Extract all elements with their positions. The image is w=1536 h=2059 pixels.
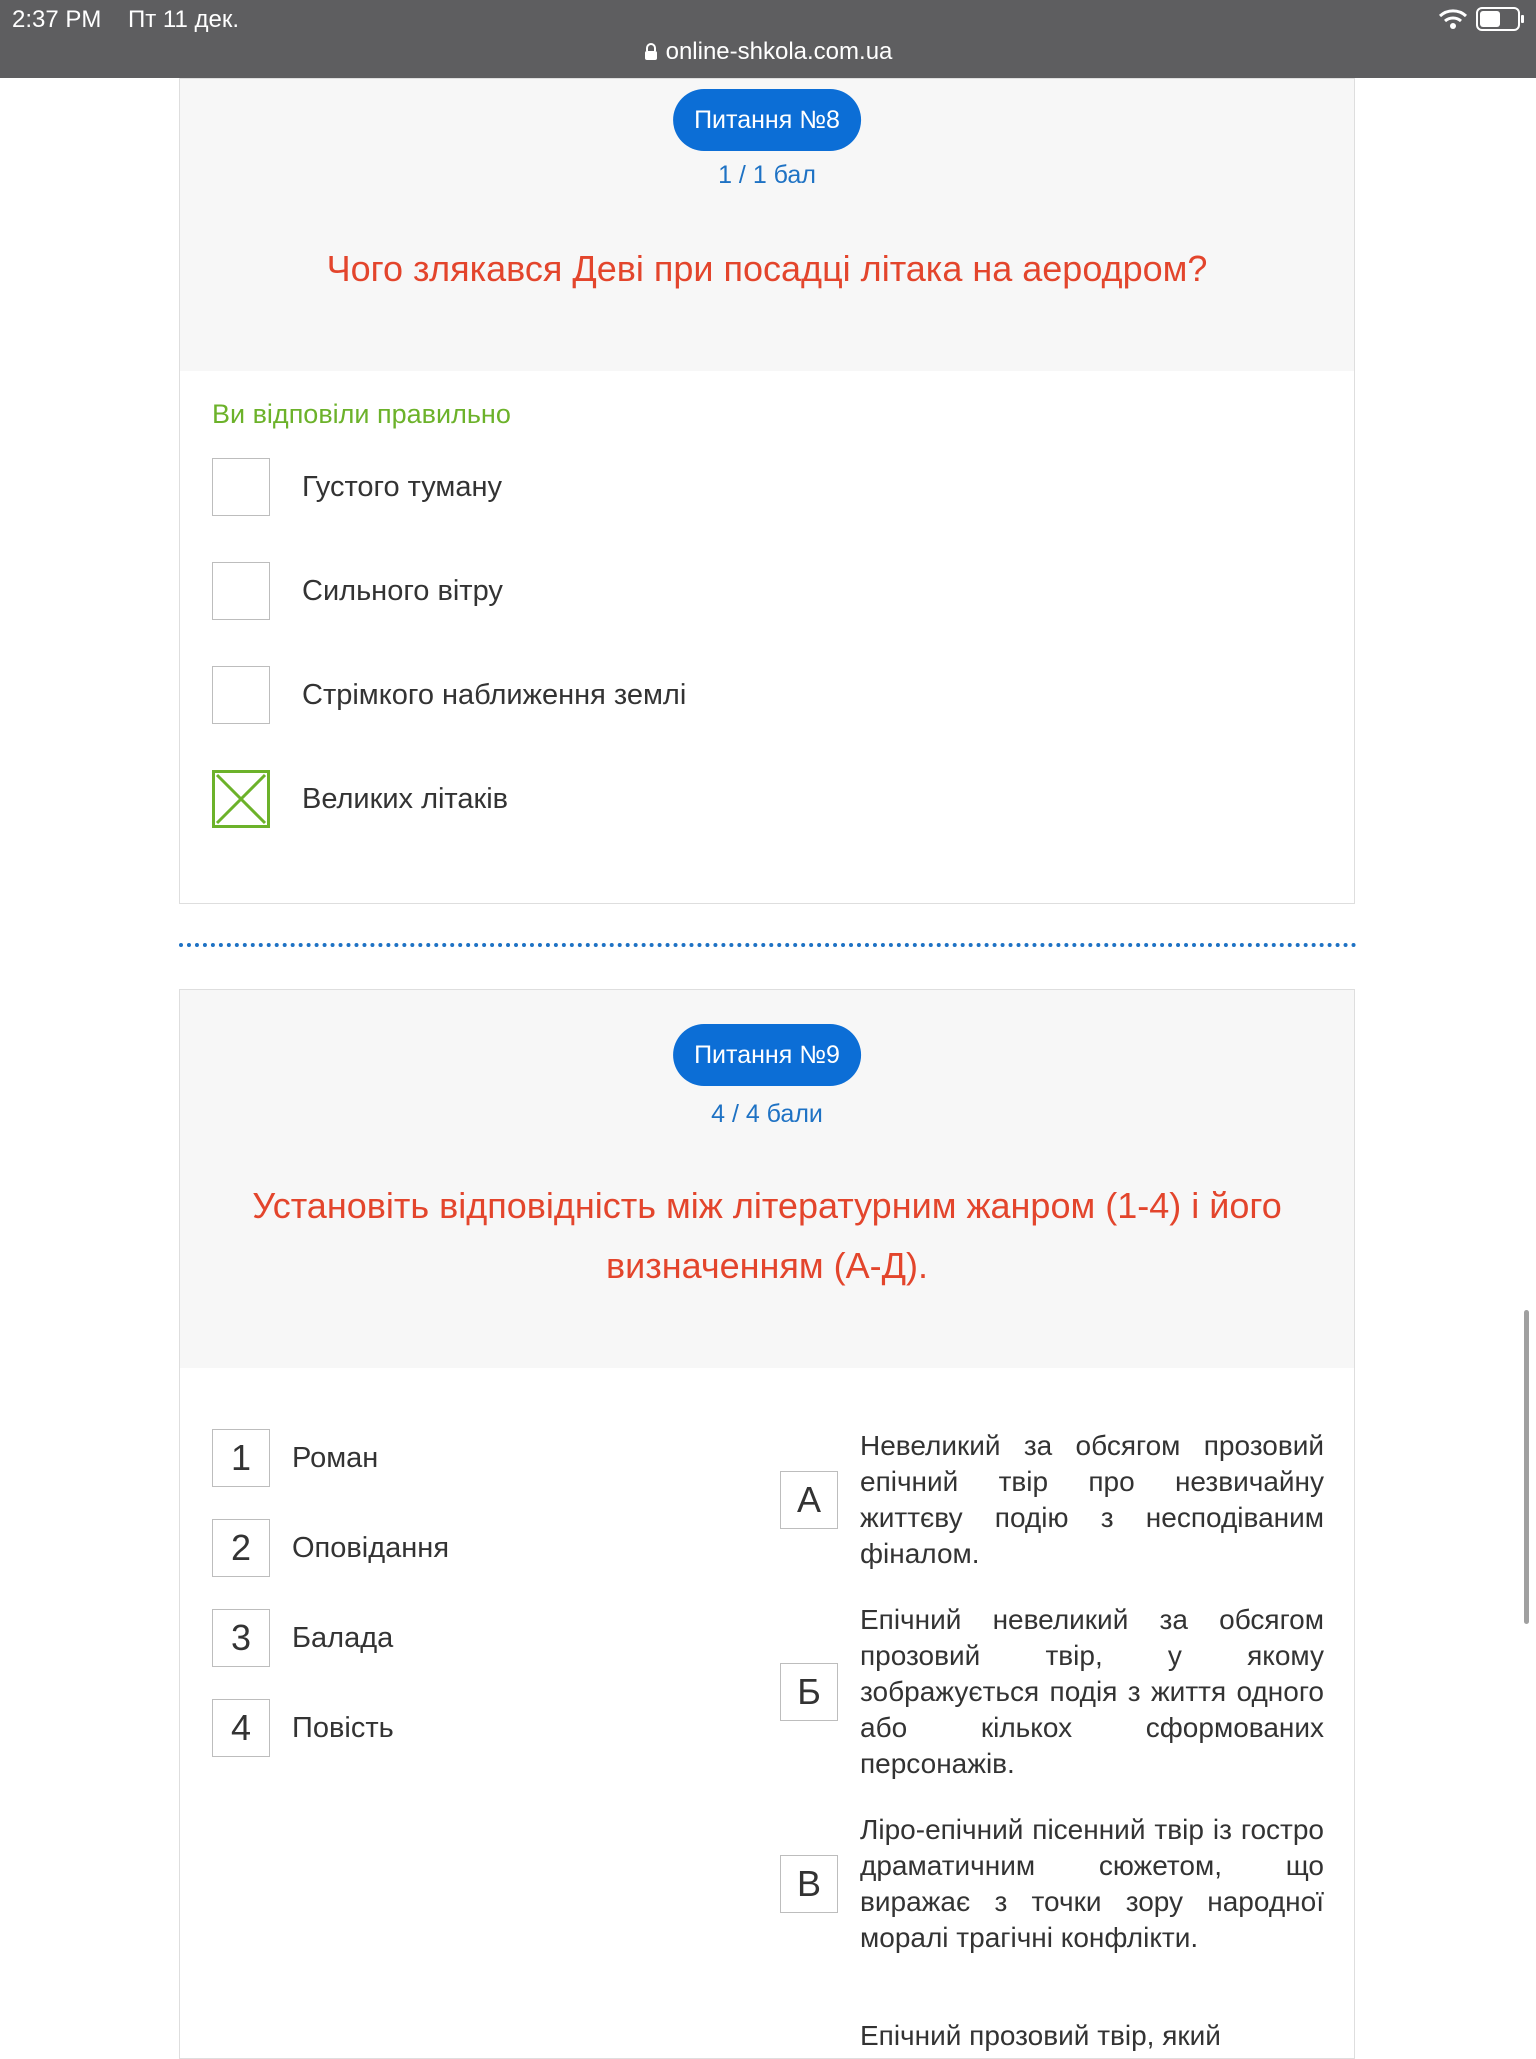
option-3 (212, 665, 686, 725)
genre-2-number: 2 (212, 1519, 270, 1577)
genre-1-number: 1 (212, 1429, 270, 1487)
definition-b-letter: Б (780, 1663, 838, 1721)
question-divider (179, 943, 1357, 947)
definition-d-text: Епічний прозовий твір, який (860, 2020, 1221, 2051)
lock-icon (644, 43, 658, 61)
genre-3-label: Балада (292, 1621, 394, 1654)
genre-4-label: Повість (292, 1711, 394, 1744)
definition-a-text: Невеликий за обсягом прозовий епічний твір про незвичайну життєву подію з несподіваним фіналом. (860, 1430, 1324, 1569)
definition-b-text: Епічний невеликий за обсягом прозовий твір, у якому зображується подія з життя одного або кількох сформованих персонажів. (860, 1604, 1324, 1779)
status-icons (1438, 6, 1526, 32)
genre-2 (212, 1518, 449, 1578)
question-9-score: 4 / 4 бали (711, 1100, 823, 1128)
option-4-label: Великих літаків (302, 782, 509, 815)
genre-1 (212, 1428, 378, 1488)
battery-icon (1476, 6, 1526, 32)
option-2-label: Сильного вітру (302, 574, 503, 607)
question-9-card (179, 989, 1355, 2059)
option-1 (212, 457, 502, 517)
genre-2-label: Оповідання (292, 1531, 450, 1564)
option-2 (212, 561, 503, 621)
option-1-label: Густого туману (302, 470, 503, 503)
genre-3-number: 3 (212, 1609, 270, 1667)
checked-cross-icon (215, 773, 267, 825)
question-8-header (180, 79, 1354, 371)
question-9-header (180, 990, 1354, 1368)
definition-b (780, 1602, 1326, 1782)
question-8-badge: Питання №8 (673, 89, 861, 151)
definition-a-letter: А (780, 1471, 838, 1529)
option-3-checkbox (212, 666, 270, 724)
status-date: Пт 11 дек. (128, 6, 240, 33)
question-8-score: 1 / 1 бал (718, 161, 816, 189)
question-8-text: Чого злякався Деві при посадці літака на аеродром? (326, 248, 1208, 289)
definition-a (780, 1428, 1326, 1572)
address-bar[interactable] (0, 38, 1536, 66)
definition-c (780, 1812, 1326, 1956)
option-3-label: Стрімкого наближення землі (302, 678, 687, 711)
question-9-badge: Питання №9 (673, 1024, 861, 1086)
option-2-checkbox (212, 562, 270, 620)
url-text: online-shkola.com.ua (665, 38, 893, 65)
option-4-checkbox-checked (212, 770, 270, 828)
page-scrollbar[interactable] (1524, 1310, 1529, 1624)
genre-4-number: 4 (212, 1699, 270, 1757)
browser-status-bar (0, 0, 1536, 78)
genre-4 (212, 1698, 394, 1758)
wifi-icon (1438, 7, 1468, 31)
question-8-card (179, 78, 1355, 904)
status-time: 2:37 PM (12, 6, 102, 33)
answer-verdict: Ви відповіли правильно (212, 399, 511, 429)
definition-c-letter: В (780, 1855, 838, 1913)
option-4 (212, 769, 508, 829)
genre-1-label: Роман (292, 1441, 379, 1474)
definition-c-text: Ліро-епічний пісенний твір із гостро драматичним сюжетом, що виражає з точки зору народної моралі трагічні конфлікти. (860, 1814, 1324, 1953)
question-9-text: Установіть відповідність між літературним жанром (1-4) і його визначенням (А-Д). (252, 1185, 1282, 1286)
option-1-checkbox (212, 458, 270, 516)
definition-d (860, 2018, 1406, 2054)
genre-3 (212, 1608, 393, 1668)
